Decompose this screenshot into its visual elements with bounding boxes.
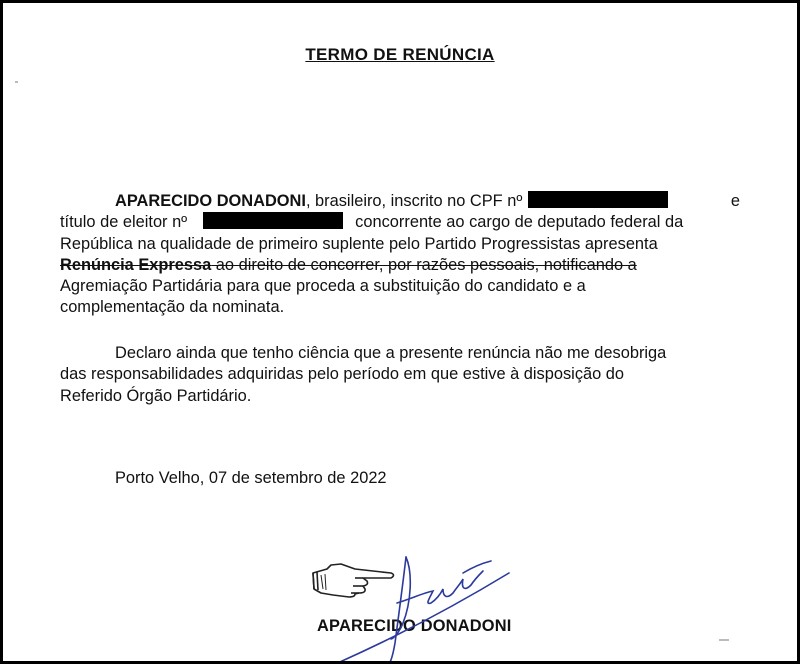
paragraph-line: Agremiação Partidária para que proceda a substituição do candidato e a xyxy=(60,277,586,296)
paragraph-line: título de eleitor nº concorrente ao cargo de deputado federal da xyxy=(60,213,684,232)
paragraph-line: complementação da nominata. xyxy=(60,298,285,317)
paragraph-line: das responsabilidades adquiridas pelo período em que estive à disposição do xyxy=(60,365,625,384)
signatory-name: APARECIDO DONADONI xyxy=(317,617,512,635)
paragraph-line: Renúncia Expressa ao direito de concorrer, por razões pessoais, notificando a xyxy=(60,255,637,274)
handwritten-signature xyxy=(303,543,533,664)
cpf-redaction xyxy=(528,191,668,208)
scan-speck xyxy=(15,81,18,83)
voter-title-redaction xyxy=(203,212,343,229)
document-title: TERMO DE RENÚNCIA xyxy=(305,45,495,64)
paragraph-line: Declaro ainda que tenho ciência que a presente renúncia não me desobriga xyxy=(115,344,667,362)
scan-speck xyxy=(719,639,729,641)
paragraph-acknowledgement xyxy=(60,343,740,407)
place-and-date: Porto Velho, 07 de setembro de 2022 xyxy=(115,469,387,487)
paragraph-line: Referido Órgão Partidário. xyxy=(60,386,252,405)
renuncia-expressa: Renúncia Expressa xyxy=(60,255,212,274)
declarant-name: APARECIDO DONADONI xyxy=(115,192,306,210)
paragraph-line: APARECIDO DONADONI, brasileiro, inscrito no CPF nº e xyxy=(115,192,740,210)
paragraph-declaration xyxy=(60,191,740,319)
paragraph-line: República na qualidade de primeiro suplente pelo Partido Progressistas apresenta xyxy=(60,234,658,253)
